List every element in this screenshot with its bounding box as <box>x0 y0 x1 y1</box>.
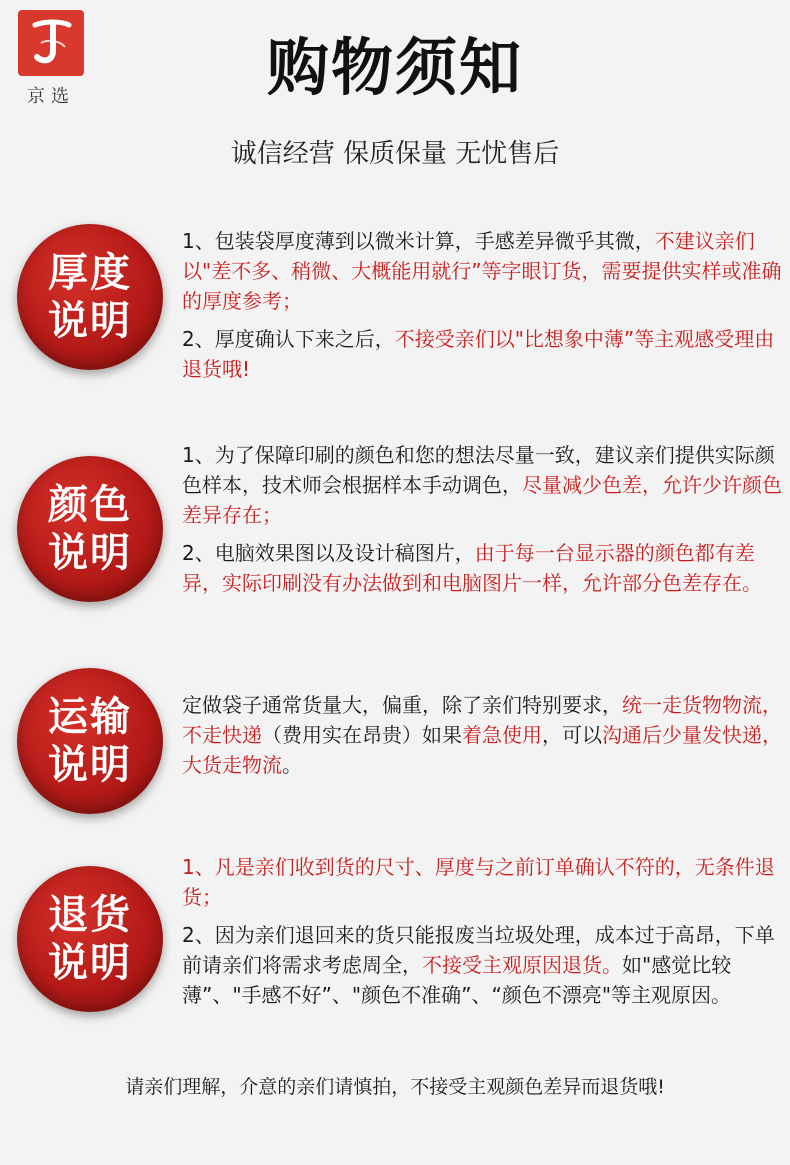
footer-note: 请亲们理解，介意的亲们请慎拍，不接受主观颜色差异而退货哦! <box>125 1076 665 1098</box>
highlight-text: 由于每一台显示器的颜色都有差异，实际印刷没有办法做到和电脑图片一样，允许部分色差存在。 <box>182 541 762 595</box>
badge-line-2: 说明 <box>48 298 132 344</box>
paragraph <box>182 920 782 1010</box>
body-text: 2、电脑效果图以及设计稿图片， <box>182 541 475 565</box>
highlight-text: 不接受亲们以"比想象中薄”等主观感受理由退货哦! <box>182 327 775 381</box>
paragraph <box>182 440 782 530</box>
paragraph <box>182 690 782 780</box>
body-text: 2、厚度确认下来之后， <box>182 327 395 351</box>
section-text <box>182 226 782 384</box>
body-text: 定做袋子通常货量大，偏重，除了亲们特别要求， <box>182 693 622 717</box>
paragraph <box>182 324 782 384</box>
badge-returns <box>17 866 163 1012</box>
logo-text: 京选 <box>27 86 75 107</box>
badge-line-1: 厚度 <box>48 250 132 296</box>
highlight-text: 1、凡是亲们收到货的尺寸、厚度与之前订单确认不符的，无条件退货； <box>182 855 775 909</box>
badge-line-1: 颜色 <box>48 482 132 528</box>
body-text: （费用实在昂贵）如果 <box>262 723 462 747</box>
highlight-text: 统一走货物物流，不走快递 <box>182 693 782 747</box>
highlight-text: 沟通后少量发快递，大货走物流 <box>182 723 782 777</box>
body-text: 1、包装袋厚度薄到以微米计算，手感差异微乎其微， <box>182 229 655 253</box>
section-text <box>182 440 782 598</box>
badge-thickness <box>17 224 163 370</box>
badge-line-1: 运输 <box>48 694 132 740</box>
body-text: 2、因为亲们退回来的货只能报废当垃圾处理，成本过于高昂，下单前请亲们将需求考虑周全， <box>182 923 775 977</box>
body-text: 如"感觉比较薄”、"手感不好”、"颜色不准确”、“颜色不漂亮"等主观原因。 <box>182 953 732 1007</box>
highlight-text: 不接受主观原因退货。 <box>422 953 622 977</box>
paragraph <box>182 226 782 316</box>
badge-line-2: 说明 <box>48 940 132 986</box>
paragraph <box>182 852 782 912</box>
section-text <box>182 690 782 780</box>
badge-shipping <box>17 668 163 814</box>
page-title: 购物须知 <box>266 31 523 104</box>
highlight-text: 不建议亲们以"差不多、稍微、大概能用就行”等字眼订货，需要提供实样或准确的厚度参考； <box>182 229 782 313</box>
highlight-text: 着急使用 <box>462 723 542 747</box>
badge-line-1: 退货 <box>48 892 132 938</box>
section-text <box>182 852 782 1010</box>
badge-line-2: 说明 <box>48 742 132 788</box>
body-text: 。 <box>282 753 302 777</box>
page-subtitle: 诚信经营 保质保量 无忧售后 <box>230 139 560 169</box>
highlight-text: 尽量减少色差，允许少许颜色差异存在； <box>182 473 782 527</box>
badge-color <box>17 456 163 602</box>
body-text: ，可以 <box>542 723 602 747</box>
body-text: 1、为了保障印刷的颜色和您的想法尽量一致，建议亲们提供实际颜色样本，技术师会根据样本手动调色， <box>182 443 775 497</box>
paragraph <box>182 538 782 598</box>
badge-line-2: 说明 <box>48 530 132 576</box>
